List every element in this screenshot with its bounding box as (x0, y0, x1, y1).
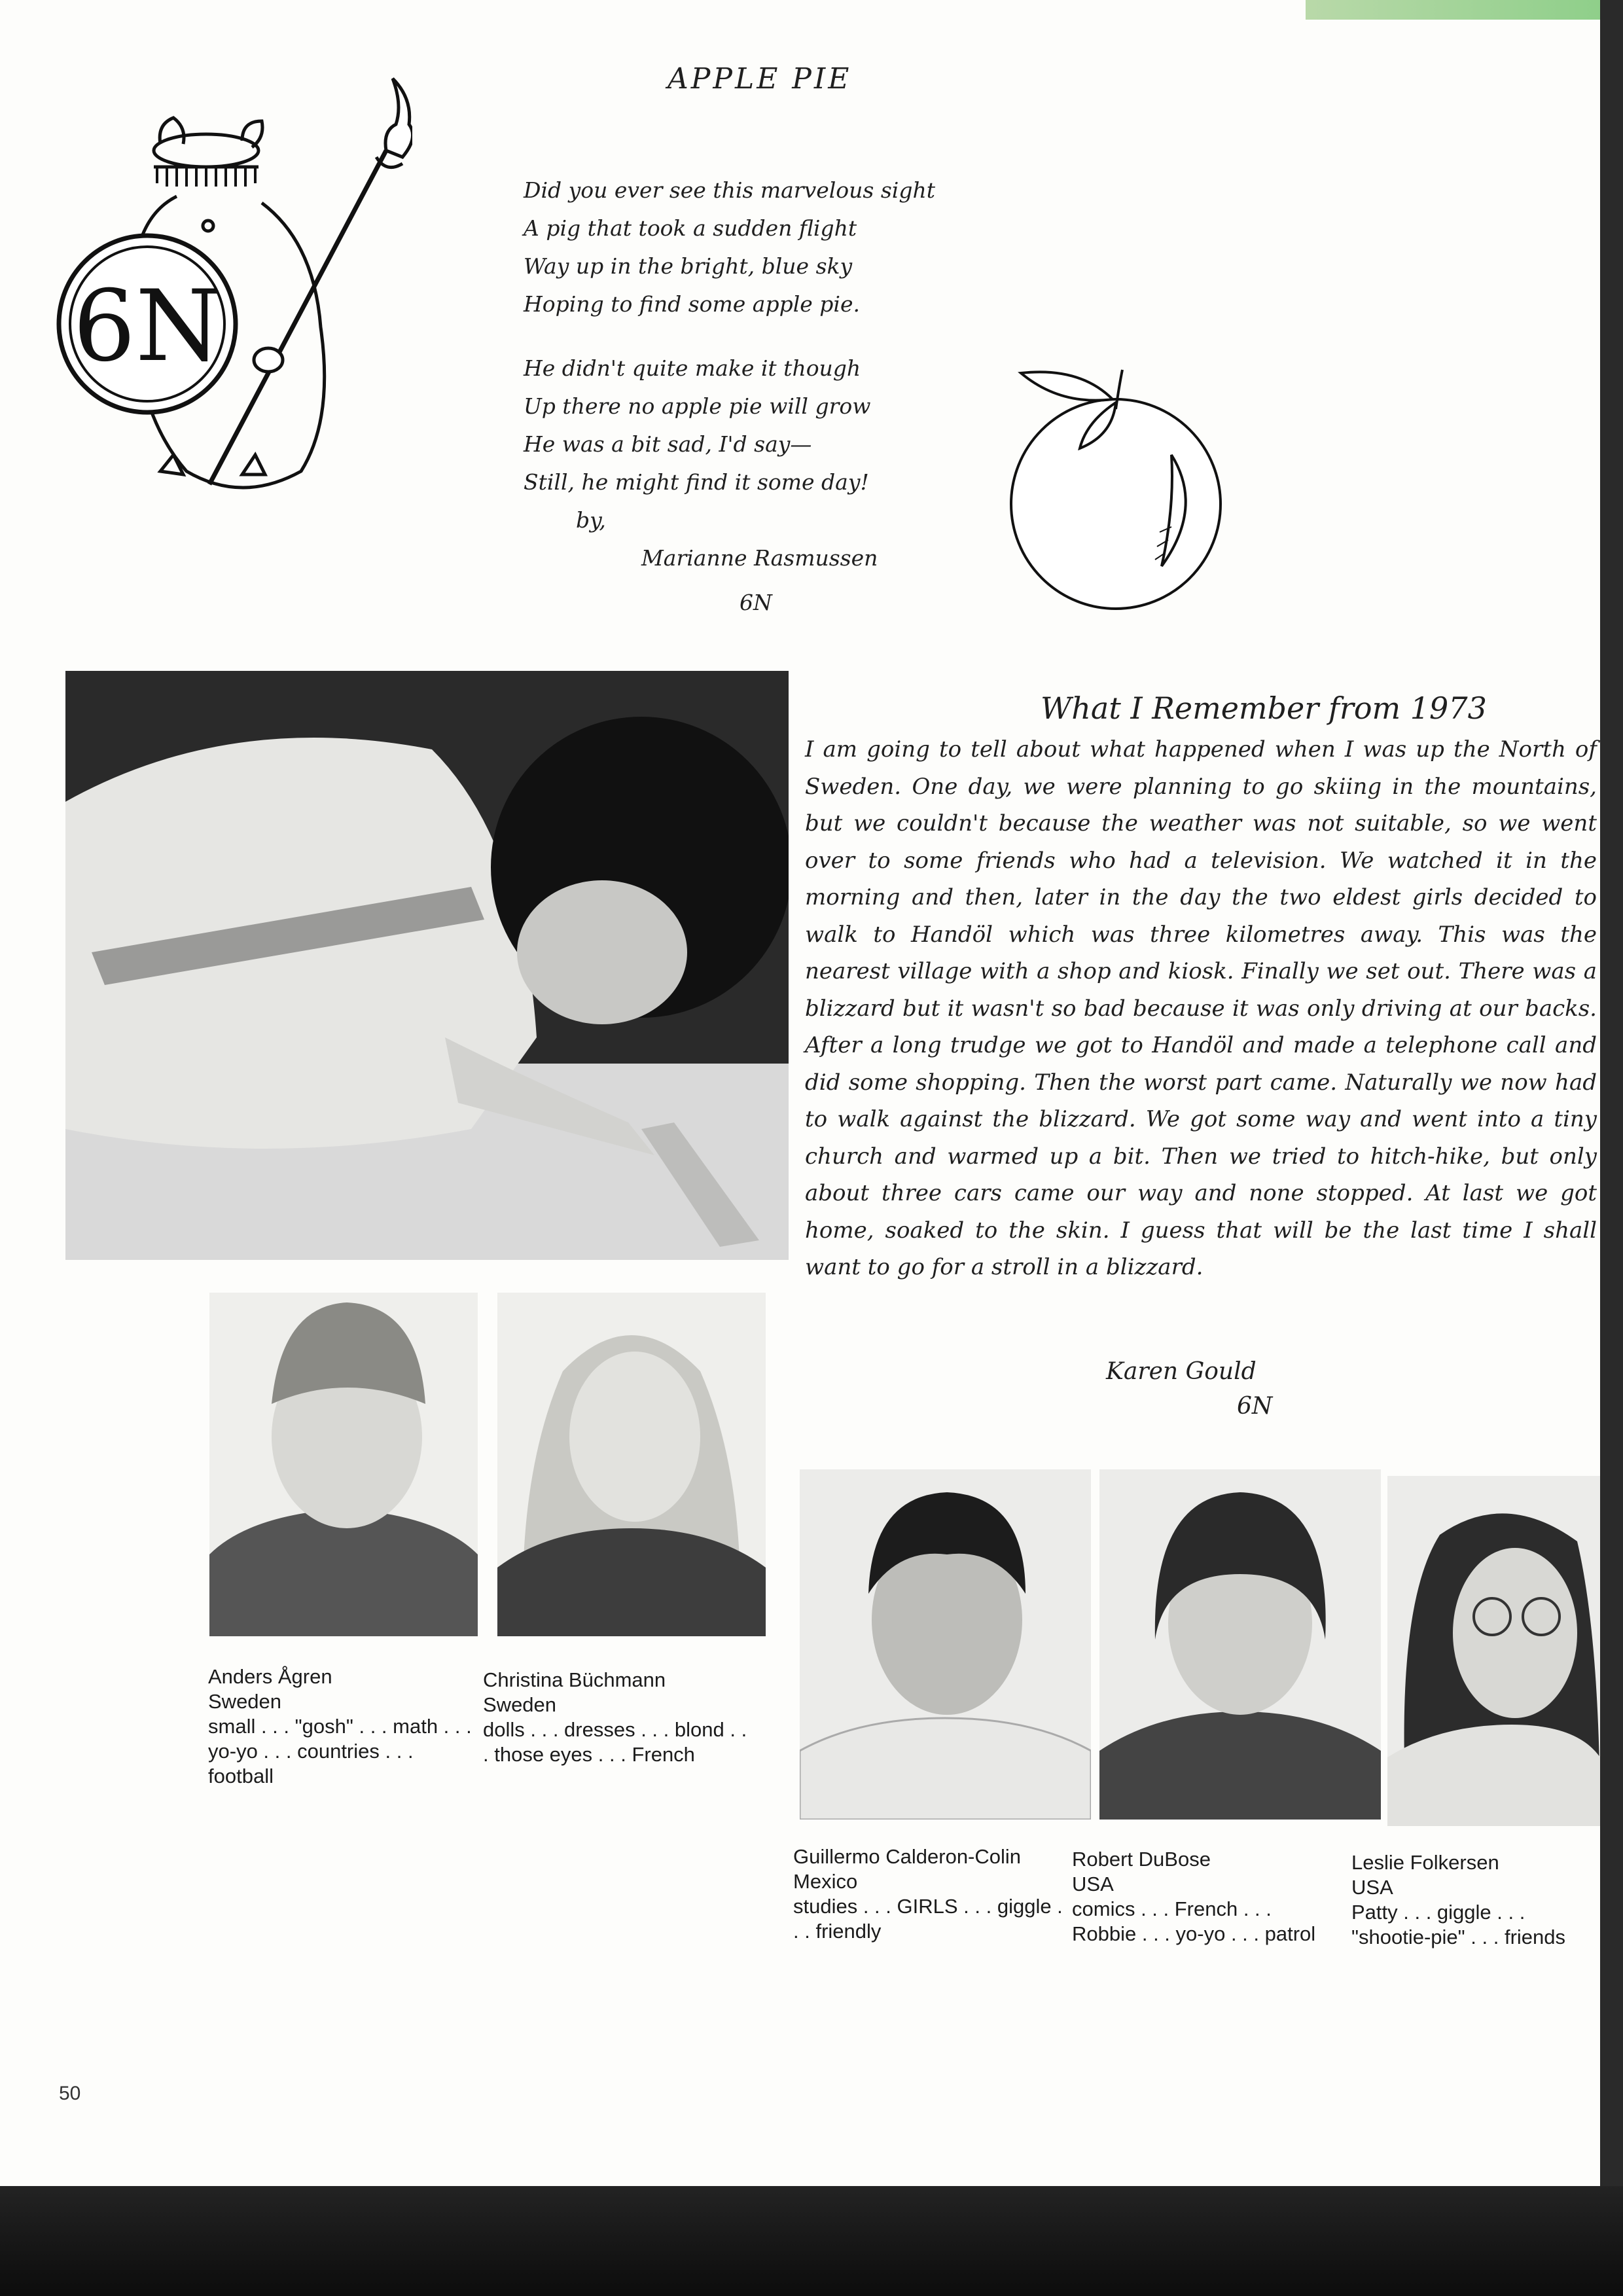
caption-anders-agren (208, 1664, 483, 1789)
caption-guillermo-calderon-colin (793, 1844, 1068, 1944)
student-country: Sweden (208, 1690, 282, 1713)
caption-leslie-folkersen (1351, 1850, 1597, 1950)
page-tab-marker (1306, 0, 1600, 20)
story-author: Karen Gould (1106, 1358, 1257, 1385)
story-title: What I Remember from 1973 (1041, 691, 1487, 726)
page-number: 50 (59, 2083, 81, 2104)
student-traits: dolls . . . dresses . . . blond . . . those eyes . . . French (483, 1718, 747, 1766)
student-country: Sweden (483, 1693, 557, 1716)
viking-drawing (46, 52, 412, 497)
student-traits: studies . . . GIRLS . . . giggle . . . friendly (793, 1895, 1063, 1943)
poem-line: He was a bit sad, I'd say— (524, 431, 812, 457)
portrait-leslie-folkersen (1387, 1476, 1600, 1826)
poem-author: Marianne Rasmussen (641, 545, 878, 571)
student-country: USA (1351, 1876, 1393, 1899)
portrait-robert-dubose (1099, 1469, 1381, 1820)
story-class: 6N (1237, 1393, 1273, 1420)
student-name: Robert DuBose (1072, 1848, 1211, 1871)
caption-robert-dubose (1072, 1847, 1340, 1946)
portrait-christina-buchmann (497, 1293, 766, 1636)
orange-drawing (1008, 357, 1224, 612)
poem-line: Did you ever see this marvelous sight (524, 177, 935, 203)
page-binding-edge (1600, 0, 1623, 2296)
portrait-guillermo-calderon-colin (800, 1469, 1091, 1820)
student-name: Leslie Folkersen (1351, 1851, 1499, 1874)
student-traits: Patty . . . giggle . . . "shootie-pie" . . . friends (1351, 1901, 1565, 1948)
photo-boy-writing (65, 671, 789, 1260)
student-traits: comics . . . French . . . Robbie . . . yo-yo . . . patrol (1072, 1897, 1316, 1945)
poem (524, 171, 1047, 622)
student-country: USA (1072, 1873, 1114, 1895)
caption-christina-buchmann (483, 1668, 758, 1767)
scan-bottom-edge (0, 2186, 1623, 2296)
poem-line: Still, he might find it some day! (524, 469, 869, 495)
poem-by: by, (576, 507, 606, 533)
poem-class: 6N (740, 590, 772, 615)
viking-shield-text: 6N (73, 270, 222, 384)
story (805, 691, 1597, 1286)
poem-line: Way up in the bright, blue sky (524, 253, 853, 279)
student-name: Christina Büchmann (483, 1668, 666, 1691)
poem-line: A pig that took a sudden flight (524, 215, 857, 241)
student-name: Guillermo Calderon-Colin (793, 1845, 1022, 1868)
student-country: Mexico (793, 1870, 858, 1893)
story-body: I am going to tell about what happened when I was up the North of Sweden. One day, we were planning to go skiing in the mountains, but we couldn't because the weather was not suitable, so we went over to some friends who had a television. We watched it in the morning and then, later in the day the two eldest girls decided to walk to Handöl which was three kilometres away. This was the nearest village with a shop and kiosk. Finally we set out. There was a blizzard but it wasn't so bad because it was only driving at our backs. After a long trudge we got to Handöl and made a telephone call and did some shopping. Then the worst part came. Naturally we now had to walk against the blizzard. We got some way and went into a tiny church and warmed up a bit. Then we tried to hitch-hike, but only about three cars came our way and none stopped. At last we got home, soaked to the skin. I guess that will be the last time I shall want to go for a stroll in a blizzard. (805, 736, 1597, 1280)
poem-title: APPLE PIE (668, 62, 852, 96)
student-traits: small . . . "gosh" . . . math . . . yo-yo . . . countries . . . football (208, 1715, 472, 1787)
poem-line: Up there no apple pie will grow (524, 393, 871, 419)
poem-line: He didn't quite make it though (524, 355, 861, 381)
student-name: Anders Ågren (208, 1665, 332, 1688)
portrait-anders-agren (209, 1293, 478, 1636)
poem-line: Hoping to find some apple pie. (524, 291, 860, 317)
